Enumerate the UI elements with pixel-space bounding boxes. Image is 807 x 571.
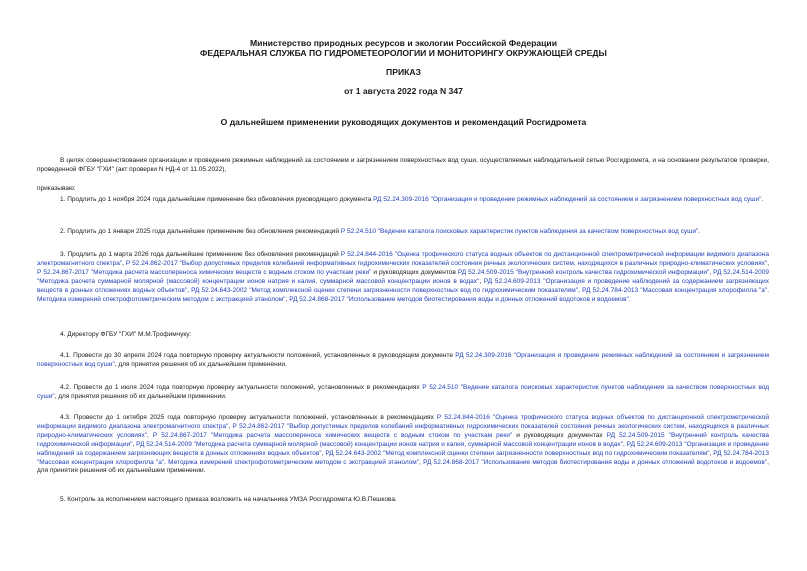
item-4-3-sep: , bbox=[419, 458, 424, 466]
item-4-3-end: , для принятия решения об их дальнейшем применении. bbox=[37, 458, 769, 475]
item-2-text: 2. Продлить до 1 января 2025 года дальнейшее применение без обновления рекомендаций bbox=[60, 228, 341, 235]
link-rd-52-24-868[interactable]: РД 52.24.868-2017 "Использование методов биотестирования воды и донных отложений водотоков и водоемов" bbox=[423, 458, 768, 466]
agency-heading: ФЕДЕРАЛЬНАЯ СЛУЖБА ПО ГИДРОМЕТЕОРОЛОГИИ И МОНИТОРИНГУ ОКРУЖАЮЩЕЙ СРЕДЫ bbox=[200, 48, 607, 58]
item-3-sep: , bbox=[122, 259, 126, 267]
item-1-end: . bbox=[761, 196, 764, 203]
link-rd-52-24-309[interactable]: РД 52.24.309-2016 "Организация и проведение режимных наблюдений за состоянием и загрязнением поверхностных вод суши" bbox=[373, 196, 762, 203]
link-rd-52-24-309[interactable]: РД 52.24.309-2016 "Организация и проведение режимных наблюдений за состоянием и загрязнением поверхностных вод суши" bbox=[37, 352, 770, 368]
item-4-3-sep: , bbox=[132, 440, 137, 448]
link-r-52-24-862[interactable]: Р 52.24.862-2017 "Выбор допустимых пределов колебаний информативных гидрохимических показателей состояния речных экологических систем, находящихся в различных природно-климатических условиях" bbox=[37, 422, 769, 439]
link-rd-52-24-514[interactable]: РД 52.24.514-2009 "Методика расчета суммарной молярной (массовой) концентрации ионов натрия и калия, суммарной массовой концентрации ионов в водах" bbox=[136, 440, 623, 448]
link-rd-52-24-868[interactable]: РД 52.24.868-2017 "Использование методов биотестирования воды и донных отложений водотоков и водоемов" bbox=[289, 295, 629, 303]
link-r-52-24-510[interactable]: Р 52.24.510 "Ведение каталога поисковых характеристик пунктов наблюдения за качеством поверхностных вод суши" bbox=[37, 384, 770, 400]
link-r-52-24-844[interactable]: Р 52.24.844-2016 "Оценка трофического статуса водных объектов по дистанционной спектрометрической информации видимого диапазона электромагнитного спектра" bbox=[37, 251, 769, 267]
item-3-sep: , bbox=[187, 286, 192, 294]
link-rd-52-24-643[interactable]: РД 52.24.643-2002 "Метод комплексной оценки степени загрязненности поверхностных вод по гидрохимическим показателям" bbox=[191, 286, 579, 294]
item-3-sep: , bbox=[285, 295, 290, 303]
item-3-sep: , bbox=[578, 286, 583, 294]
item-2-end: . bbox=[698, 228, 701, 235]
link-r-52-24-867[interactable]: Р 52.24.867-2017 "Методика расчета массопереноса химических веществ с водным стоком по участкам реки" bbox=[152, 431, 513, 439]
item-3-end: . bbox=[628, 295, 631, 303]
link-rd-52-24-609[interactable]: РД 52.24.609-2013 "Организация и проведение наблюдений за содержанием загрязняющих веществ в донных отложениях водных объектов" bbox=[37, 277, 769, 294]
item-5-paragraph: 5. Контроль за исполнением настоящего приказа возложить на начальника УМЗА Росгидромета Ю.В.Пешкова. bbox=[60, 496, 397, 503]
link-rd-52-24-514[interactable]: РД 52.24.514-2009 "Методика расчета суммарной молярной (массовой) концентрации ионов натрия и калия, суммарной массовой концентрации ионов в водах" bbox=[37, 268, 769, 285]
item-3-sep: , bbox=[479, 277, 484, 285]
preamble-paragraph bbox=[37, 157, 769, 175]
item-3-text: 3. Продлить до 1 марта 2026 года дальнейшее применение без обновления рекомендаций bbox=[60, 251, 341, 258]
item-4-paragraph: 4. Директору ФГБУ "ГХИ" М.М.Трофимчуку: bbox=[60, 331, 192, 338]
order-word: приказываю: bbox=[37, 185, 76, 192]
item-4-3-sep: , bbox=[622, 440, 627, 448]
item-3-sep: , bbox=[709, 268, 714, 276]
item-3-sep: , bbox=[767, 259, 769, 267]
item-4-3-sep: , bbox=[709, 449, 714, 457]
item-4-3-sep: , bbox=[228, 422, 233, 430]
preamble-text: В целях совершенствования организации и проведения режимных наблюдений за состоянием и загрязнением поверхностных вод суши, осуществляемых наблюдательной сетью Росгидромета, и на основании результатов проверки, проведенной ФГБУ "ГХИ" (акт проверки N НД-4 от 11.05.2022), bbox=[37, 157, 769, 173]
date-number-heading: от 1 августа 2022 года N 347 bbox=[344, 86, 463, 96]
item-1-text: 1. Продлить до 1 ноября 2024 года дальнейшее применение без обновления руководящего документа bbox=[60, 196, 374, 203]
item-4-3-text: 4.3. Провести до 1 октября 2025 года повторную проверку актуальности положений, установленных в рекомендациях bbox=[60, 414, 437, 421]
link-rd-52-24-609[interactable]: РД 52.24.609-2013 "Организация и проведение наблюдений за содержанием загрязняющих веществ в донных отложениях водных объектов" bbox=[37, 440, 769, 457]
item-4-2-paragraph bbox=[37, 384, 769, 402]
item-4-1-text: 4.1. Провести до 30 апреля 2024 года повторную проверку актуальности положений, установленных в руководящем документе bbox=[60, 352, 456, 359]
item-2-paragraph bbox=[37, 228, 769, 237]
item-4-3-paragraph bbox=[37, 414, 769, 476]
item-4-1-end: , для принятия решения об их дальнейшем применении. bbox=[114, 360, 287, 368]
doc-type-heading: ПРИКАЗ bbox=[386, 67, 421, 77]
item-3-sep: и руководящих документов bbox=[371, 268, 458, 276]
link-rd-52-24-509[interactable]: РД 52.24.509-2015 "Внутренний контроль качества гидрохимической информации" bbox=[37, 431, 769, 448]
link-rd-52-24-509[interactable]: РД 52.24.509-2015 "Внутренний контроль качества гидрохимической информации" bbox=[457, 268, 710, 276]
link-r-52-24-862[interactable]: Р 52.24.862-2017 "Выбор допустимых пределов колебаний информативных гидрохимических показателей состояния речных экологических систем, находящихся в различных природно-климатических условиях" bbox=[125, 259, 768, 267]
link-r-52-24-867[interactable]: Р 52.24.867-2017 "Методика расчета массопереноса химических веществ с водным стоком по участкам реки" bbox=[37, 268, 372, 276]
item-1-paragraph bbox=[37, 196, 769, 205]
link-rd-52-24-784[interactable]: РД 52.24.784-2013 "Массовая концентрация хлорофилла "а". Методика измерений спектрофотометрическим методом с экстракцией этанолом" bbox=[37, 449, 769, 466]
item-4-2-end: , для принятия решения об их дальнейшем применении. bbox=[54, 392, 227, 400]
ministry-heading: Министерство природных ресурсов и экологии Российской Федерации bbox=[250, 38, 557, 48]
link-r-52-24-844[interactable]: Р 52.24.844-2016 "Оценка трофического статуса водных объектов по дистанционной спектрометрической информации видимого диапазона электромагнитного спектра" bbox=[37, 414, 770, 430]
link-rd-52-24-784[interactable]: РД 52.24.784-2013 "Массовая концентрация хлорофилла "а". Методика измерений спектрофотометрическим методом с экстракцией этанолом" bbox=[37, 286, 770, 303]
item-4-2-text: 4.2. Провести до 1 июля 2024 года повторную проверку актуальности положений, установленных в рекомендациях bbox=[60, 384, 423, 391]
link-rd-52-24-643[interactable]: РД 52.24.643-2002 "Метод комплексной оценки степени загрязненности поверхностных вод по гидрохимическим показателям" bbox=[325, 449, 710, 457]
item-3-paragraph bbox=[37, 251, 769, 304]
document-title: О дальнейшем применении руководящих документов и рекомендаций Росгидромета bbox=[220, 117, 587, 127]
item-4-3-sep: , bbox=[147, 431, 153, 439]
link-r-52-24-510[interactable]: Р 52.24.510 "Ведение каталога поисковых характеристик пунктов наблюдения за качеством поверхностных вод суши" bbox=[340, 228, 699, 235]
item-4-3-sep: и руководящих документах bbox=[512, 431, 607, 439]
item-4-3-sep: , bbox=[321, 449, 326, 457]
item-4-1-paragraph bbox=[37, 352, 769, 370]
